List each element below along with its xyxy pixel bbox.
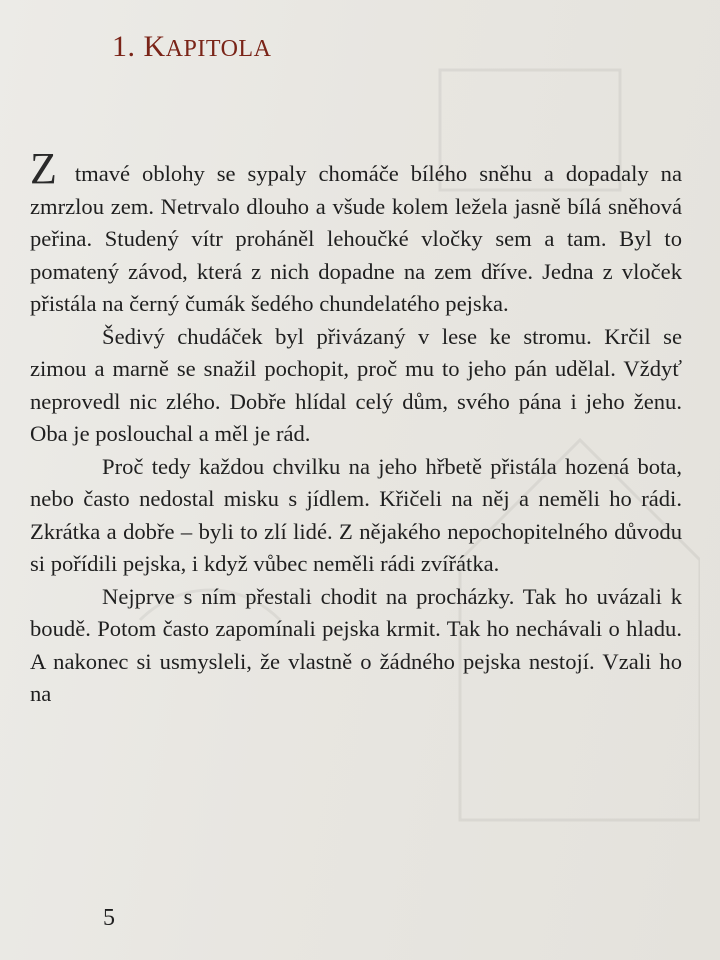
paragraph bbox=[30, 144, 682, 321]
paragraph: Proč tedy každou chvilku na jeho hřbetě přistála hozená bota, nebo často nedostal misku s jídlem. Křičeli na něj a neměli ho rádi. Zkrátka a dobře – byli to zlí lidé. Z nějakého nepochopitelného důvodu si pořídili pejska, i když vůbec neměli rádi zvířátka. bbox=[30, 453, 682, 576]
paragraph-text: tmavé oblohy se sypaly chomáče bílého sněhu a dopadaly na zmrzlou zem. Netrvalo dlouho a všude kolem ležela jasně bílá sněhová peřina. Studený vítr proháněl lehoučké vločky sem a tam. Byl to pomatený závod, která z nich dopadne na zem dříve. Jedna z vloček přistála na černý čumák šedého chundelatého pejska. bbox=[30, 161, 682, 316]
paragraph: Šedivý chudáček byl přivázaný v lese ke stromu. Krčil se zimou a marně se snažil pochopit, proč mu to jeho pán udělal. Vždyť neprovedl nic zlého. Dobře hlídal celý dům, svého pána i jeho ženu. Oba je poslouchal a měl je rád. bbox=[30, 323, 682, 446]
paragraph: Nejprve s ním přestali chodit na procházky. Tak ho uvázali k boudě. Potom často zapomínali pejska krmit. Tak ho nechávali o hladu. A nakonec si usmysleli, že vlastně o žádného pejska nestojí. Vzali ho na bbox=[30, 583, 682, 706]
chapter-title-initial: K bbox=[143, 30, 166, 63]
drop-cap: Z bbox=[30, 144, 57, 193]
chapter-number: 1. bbox=[112, 30, 136, 63]
chapter-title-rest: APITOLA bbox=[165, 36, 272, 62]
page-number: 5 bbox=[103, 905, 115, 931]
body-text bbox=[30, 144, 682, 711]
chapter-title bbox=[112, 30, 271, 64]
